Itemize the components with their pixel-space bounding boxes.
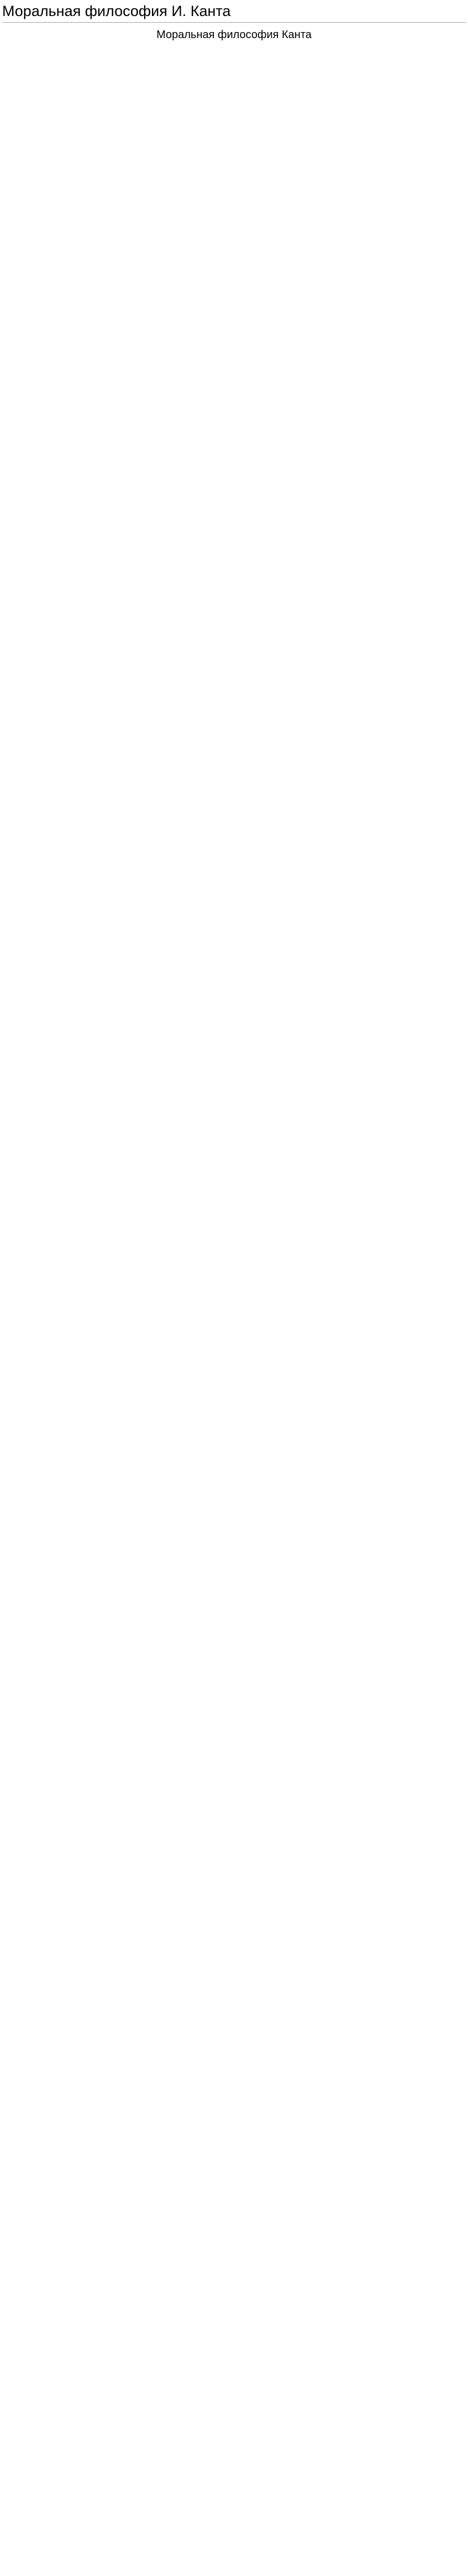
- title-divider: [2, 22, 466, 23]
- page-title: Моральная философия И. Канта: [2, 3, 231, 19]
- article-subtitle: Моральная философия Канта: [156, 29, 312, 41]
